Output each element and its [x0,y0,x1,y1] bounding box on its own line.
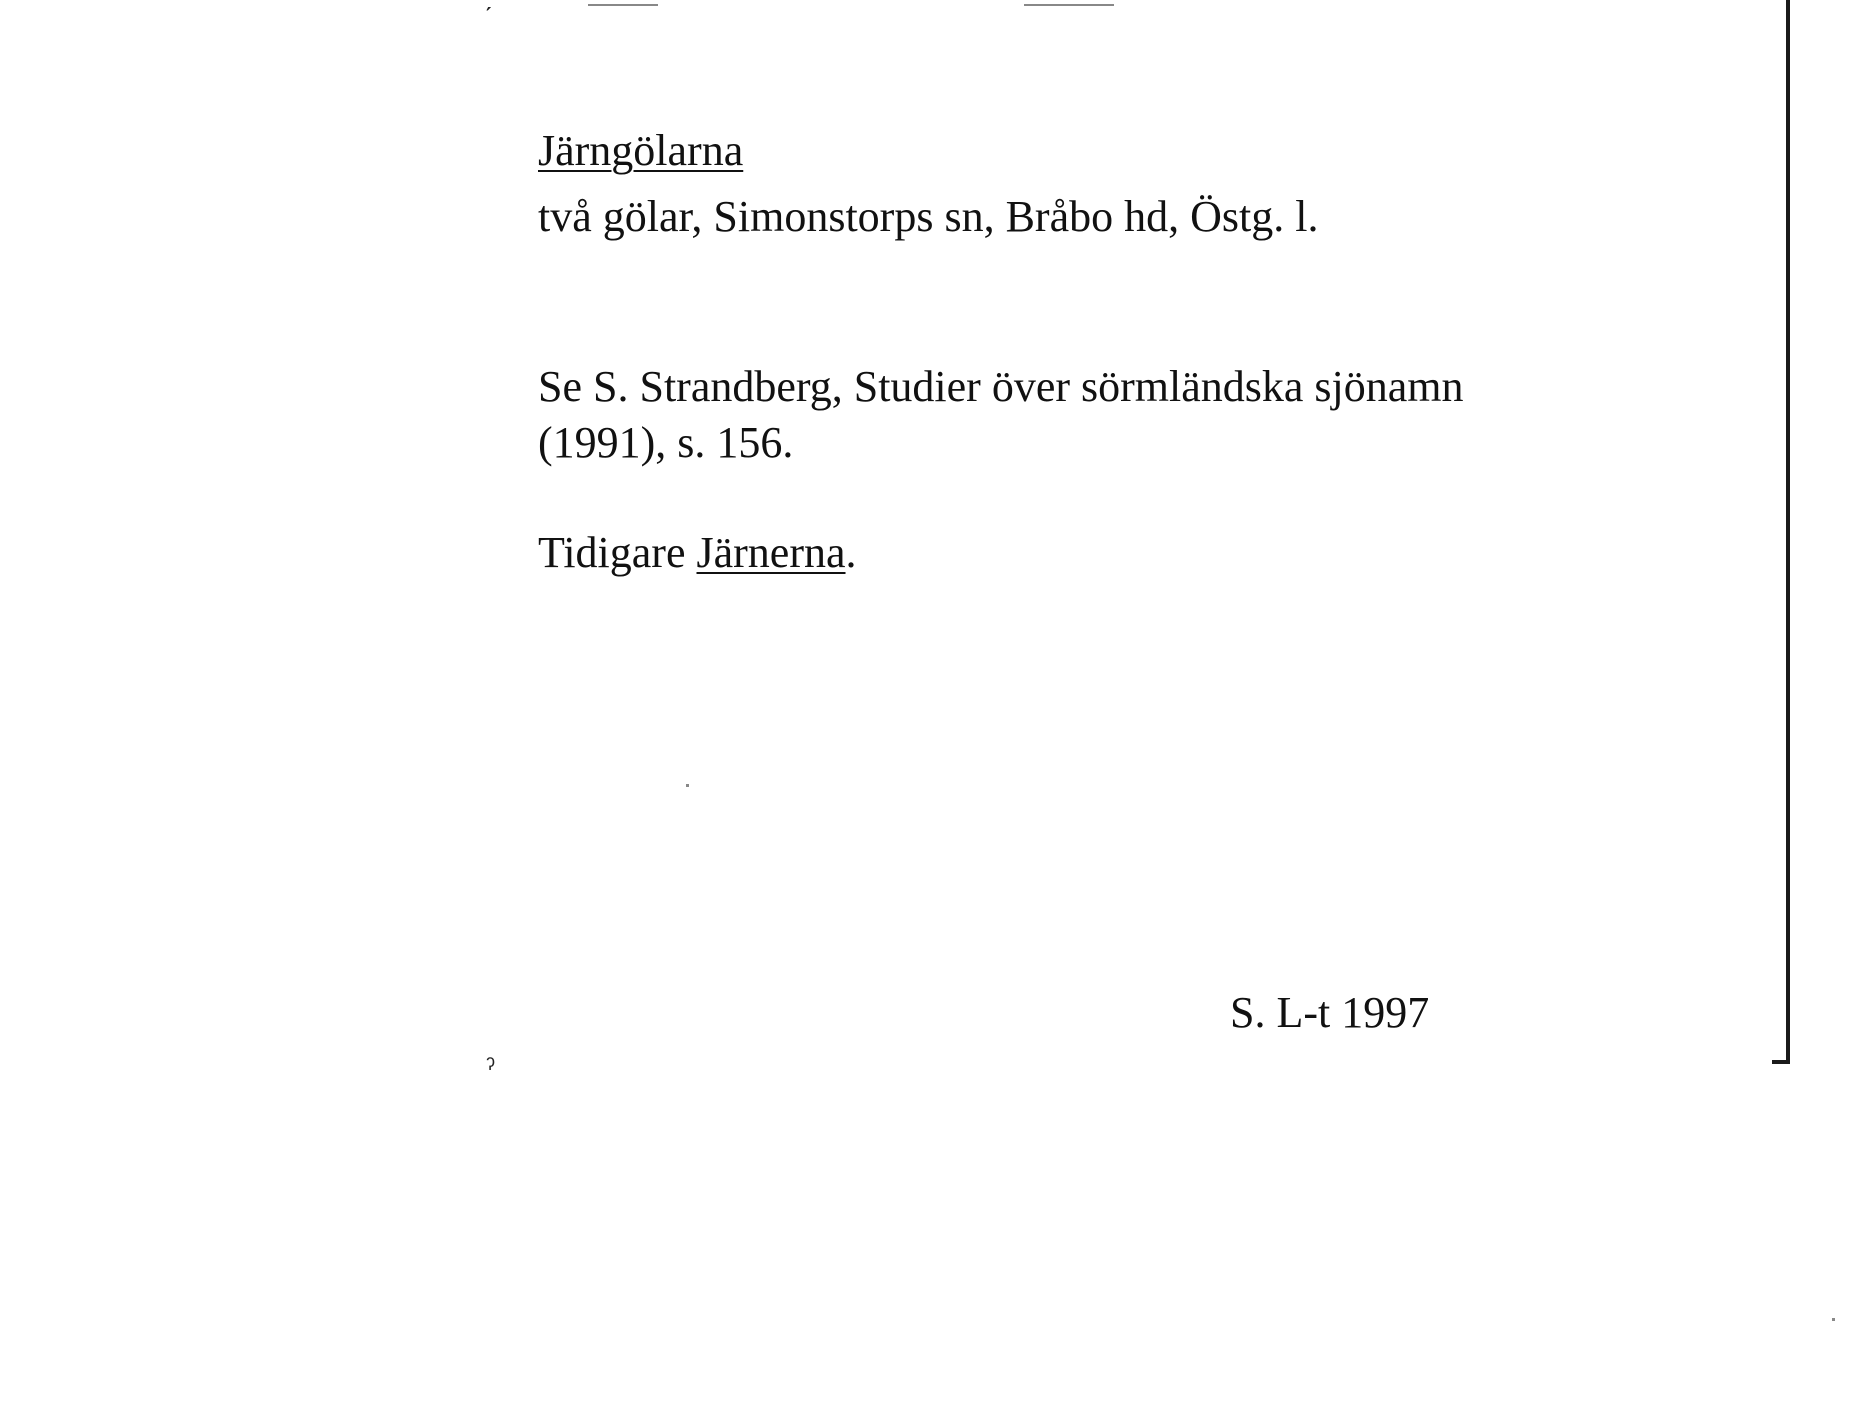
scan-dot [1832,1318,1835,1321]
headword: Järngölarna [538,126,744,175]
signature: S. L-t 1997 [1230,988,1430,1037]
reference-line-2: (1991), s. 156. [538,418,794,467]
earlier-name: Järnerna [696,528,846,577]
reference-line-1: Se S. Strandberg, Studier över sörmländska sjönamn [538,362,1464,411]
card-border-corner [1772,1060,1790,1064]
earlier-prefix: Tidigare [538,528,697,577]
scan-mark [588,4,658,6]
corner-mark-bottom: ˀ [486,1052,496,1082]
scan-dot [686,784,689,787]
earlier-name-line [538,526,857,580]
earlier-suffix: . [845,528,857,577]
card-border-right [1786,0,1790,1064]
definition: två gölar, Simonstorps sn, Bråbo hd, Östg. l. [538,192,1319,241]
corner-mark-top: ˊ [484,2,493,32]
scan-mark [1024,4,1114,6]
